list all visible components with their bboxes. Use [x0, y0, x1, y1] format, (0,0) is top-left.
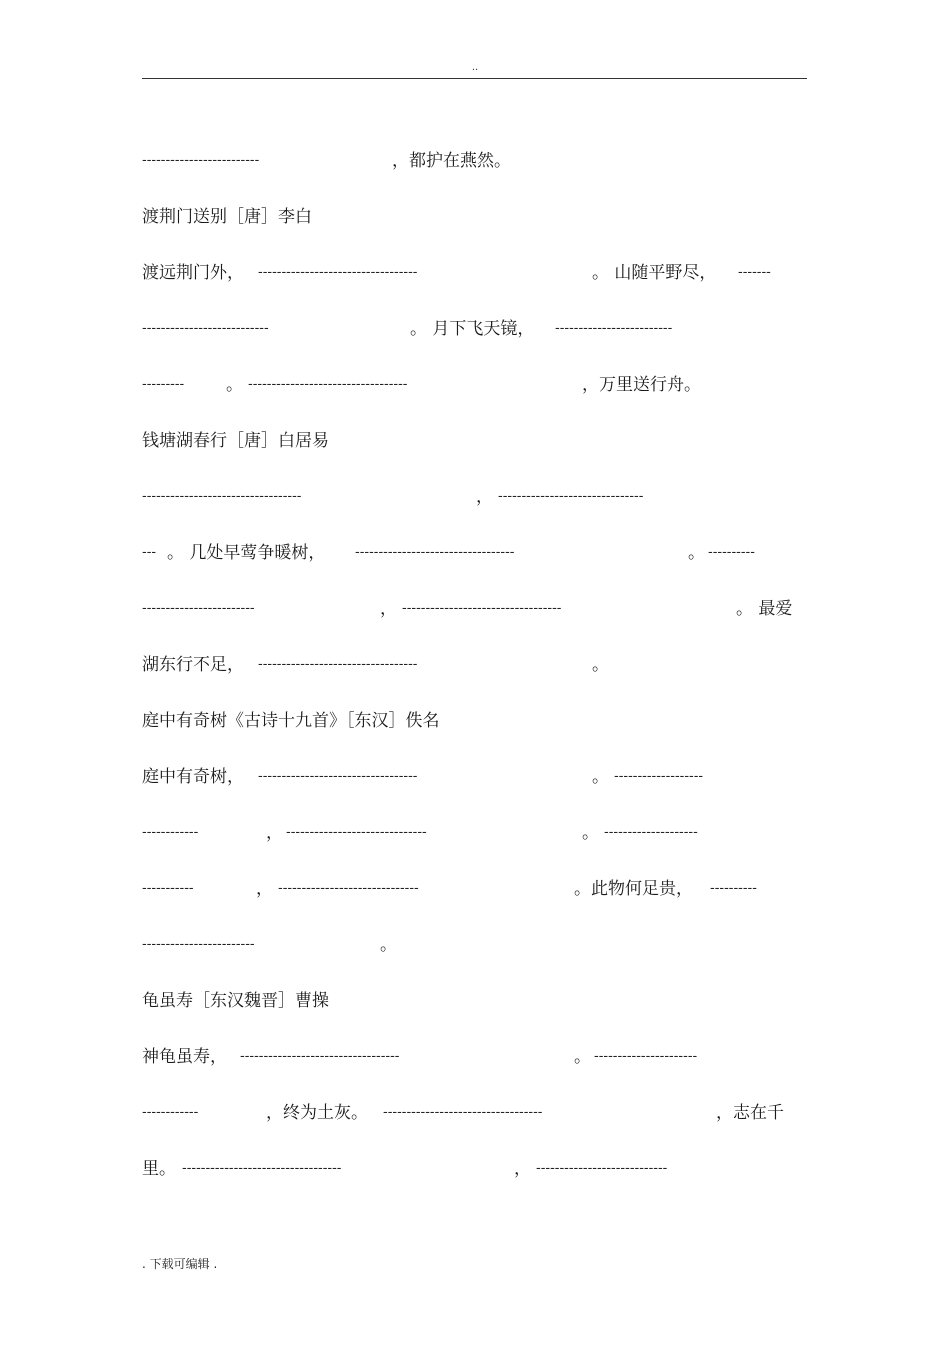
header-mark: ..: [471, 62, 479, 73]
text-line: [0, 764, 950, 790]
blank-line: ----------------------------------: [258, 265, 418, 280]
text-segment: ，万里送行舟。: [582, 375, 701, 395]
text-segment: ，: [380, 599, 397, 619]
text-segment: ，: [476, 487, 493, 507]
blank-line: ---------: [142, 377, 185, 392]
text-line: [0, 988, 950, 1014]
blank-line: ---------------------------: [142, 321, 269, 336]
text-segment: 钱塘湖春行［唐］白居易: [142, 431, 329, 451]
text-segment: 。: [380, 935, 397, 955]
text-segment: 。 几处早莺争暖树，: [167, 543, 326, 563]
blank-line: ----------------------: [594, 1049, 698, 1064]
blank-line: ------------------------------: [286, 825, 427, 840]
blank-line: ------------: [142, 1105, 199, 1120]
blank-line: ----------: [708, 545, 755, 560]
text-line: [0, 596, 950, 622]
page-footer: . 下载可编辑 .: [142, 1257, 218, 1271]
text-segment: ，都护在燕然。: [392, 151, 511, 171]
blank-line: ----------------------------------: [142, 489, 302, 504]
header-rule: [142, 78, 807, 79]
blank-line: ----------------------------------: [355, 545, 515, 560]
text-segment: ，志在千: [716, 1103, 784, 1123]
blank-line: ----------------------------------: [258, 769, 418, 784]
text-line: [0, 484, 950, 510]
blank-line: ----------------------------------: [248, 377, 408, 392]
text-segment: 。 最爱: [736, 599, 793, 619]
text-segment: 。: [592, 767, 609, 787]
text-segment: 。: [574, 1047, 591, 1067]
text-segment: ，: [266, 823, 283, 843]
blank-line: -----------: [142, 881, 194, 896]
text-segment: ，: [514, 1159, 531, 1179]
text-line: [0, 1156, 950, 1182]
text-segment: 。: [582, 823, 599, 843]
blank-line: ---: [142, 545, 157, 560]
text-line: [0, 204, 950, 230]
text-line: [0, 372, 950, 398]
text-line: [0, 708, 950, 734]
blank-line: -------------------: [614, 769, 704, 784]
blank-line: -------------------------: [142, 153, 260, 168]
blank-line: ------------------------: [142, 601, 255, 616]
text-line: [0, 1044, 950, 1070]
text-segment: 。此物何足贵，: [574, 879, 693, 899]
text-segment: 庭中有奇树，: [142, 767, 244, 787]
blank-line: ----------------------------------: [240, 1049, 400, 1064]
text-segment: ，: [256, 879, 273, 899]
text-segment: 。 山随平野尽，: [592, 263, 717, 283]
text-segment: 庭中有奇树《古诗十九首》［东汉］佚名: [142, 711, 440, 731]
text-line: [0, 316, 950, 342]
blank-line: ----------------------------------: [182, 1161, 342, 1176]
text-segment: 渡远荆门外，: [142, 263, 244, 283]
text-line: [0, 260, 950, 286]
text-line: [0, 652, 950, 678]
text-segment: 。 月下飞天镜，: [410, 319, 535, 339]
blank-line: --------------------: [604, 825, 698, 840]
text-segment: 。: [226, 375, 243, 395]
blank-line: -------: [738, 265, 771, 280]
blank-line: ----------------------------------: [383, 1105, 543, 1120]
text-line: [0, 428, 950, 454]
blank-line: -------------------------------: [498, 489, 644, 504]
text-segment: 。: [688, 543, 705, 563]
blank-line: ------------------------------: [278, 881, 419, 896]
blank-line: ----------------------------------: [258, 657, 418, 672]
blank-line: -------------------------: [555, 321, 673, 336]
blank-line: ------------: [142, 825, 199, 840]
text-segment: ，终为土灰。: [266, 1103, 368, 1123]
text-segment: 龟虽寿［东汉魏晋］曹操: [142, 991, 329, 1011]
blank-line: ------------------------: [142, 937, 255, 952]
blank-line: ----------: [710, 881, 757, 896]
text-line: [0, 148, 950, 174]
text-segment: 湖东行不足，: [142, 655, 244, 675]
blank-line: ----------------------------: [536, 1161, 668, 1176]
text-segment: 里。: [142, 1159, 176, 1179]
text-segment: 。: [592, 655, 609, 675]
text-line: [0, 540, 950, 566]
text-line: [0, 1100, 950, 1126]
text-line: [0, 876, 950, 902]
blank-line: ----------------------------------: [402, 601, 562, 616]
text-line: [0, 932, 950, 958]
text-line: [0, 820, 950, 846]
text-segment: 神龟虽寿，: [142, 1047, 227, 1067]
text-segment: 渡荆门送别［唐］李白: [142, 207, 312, 227]
